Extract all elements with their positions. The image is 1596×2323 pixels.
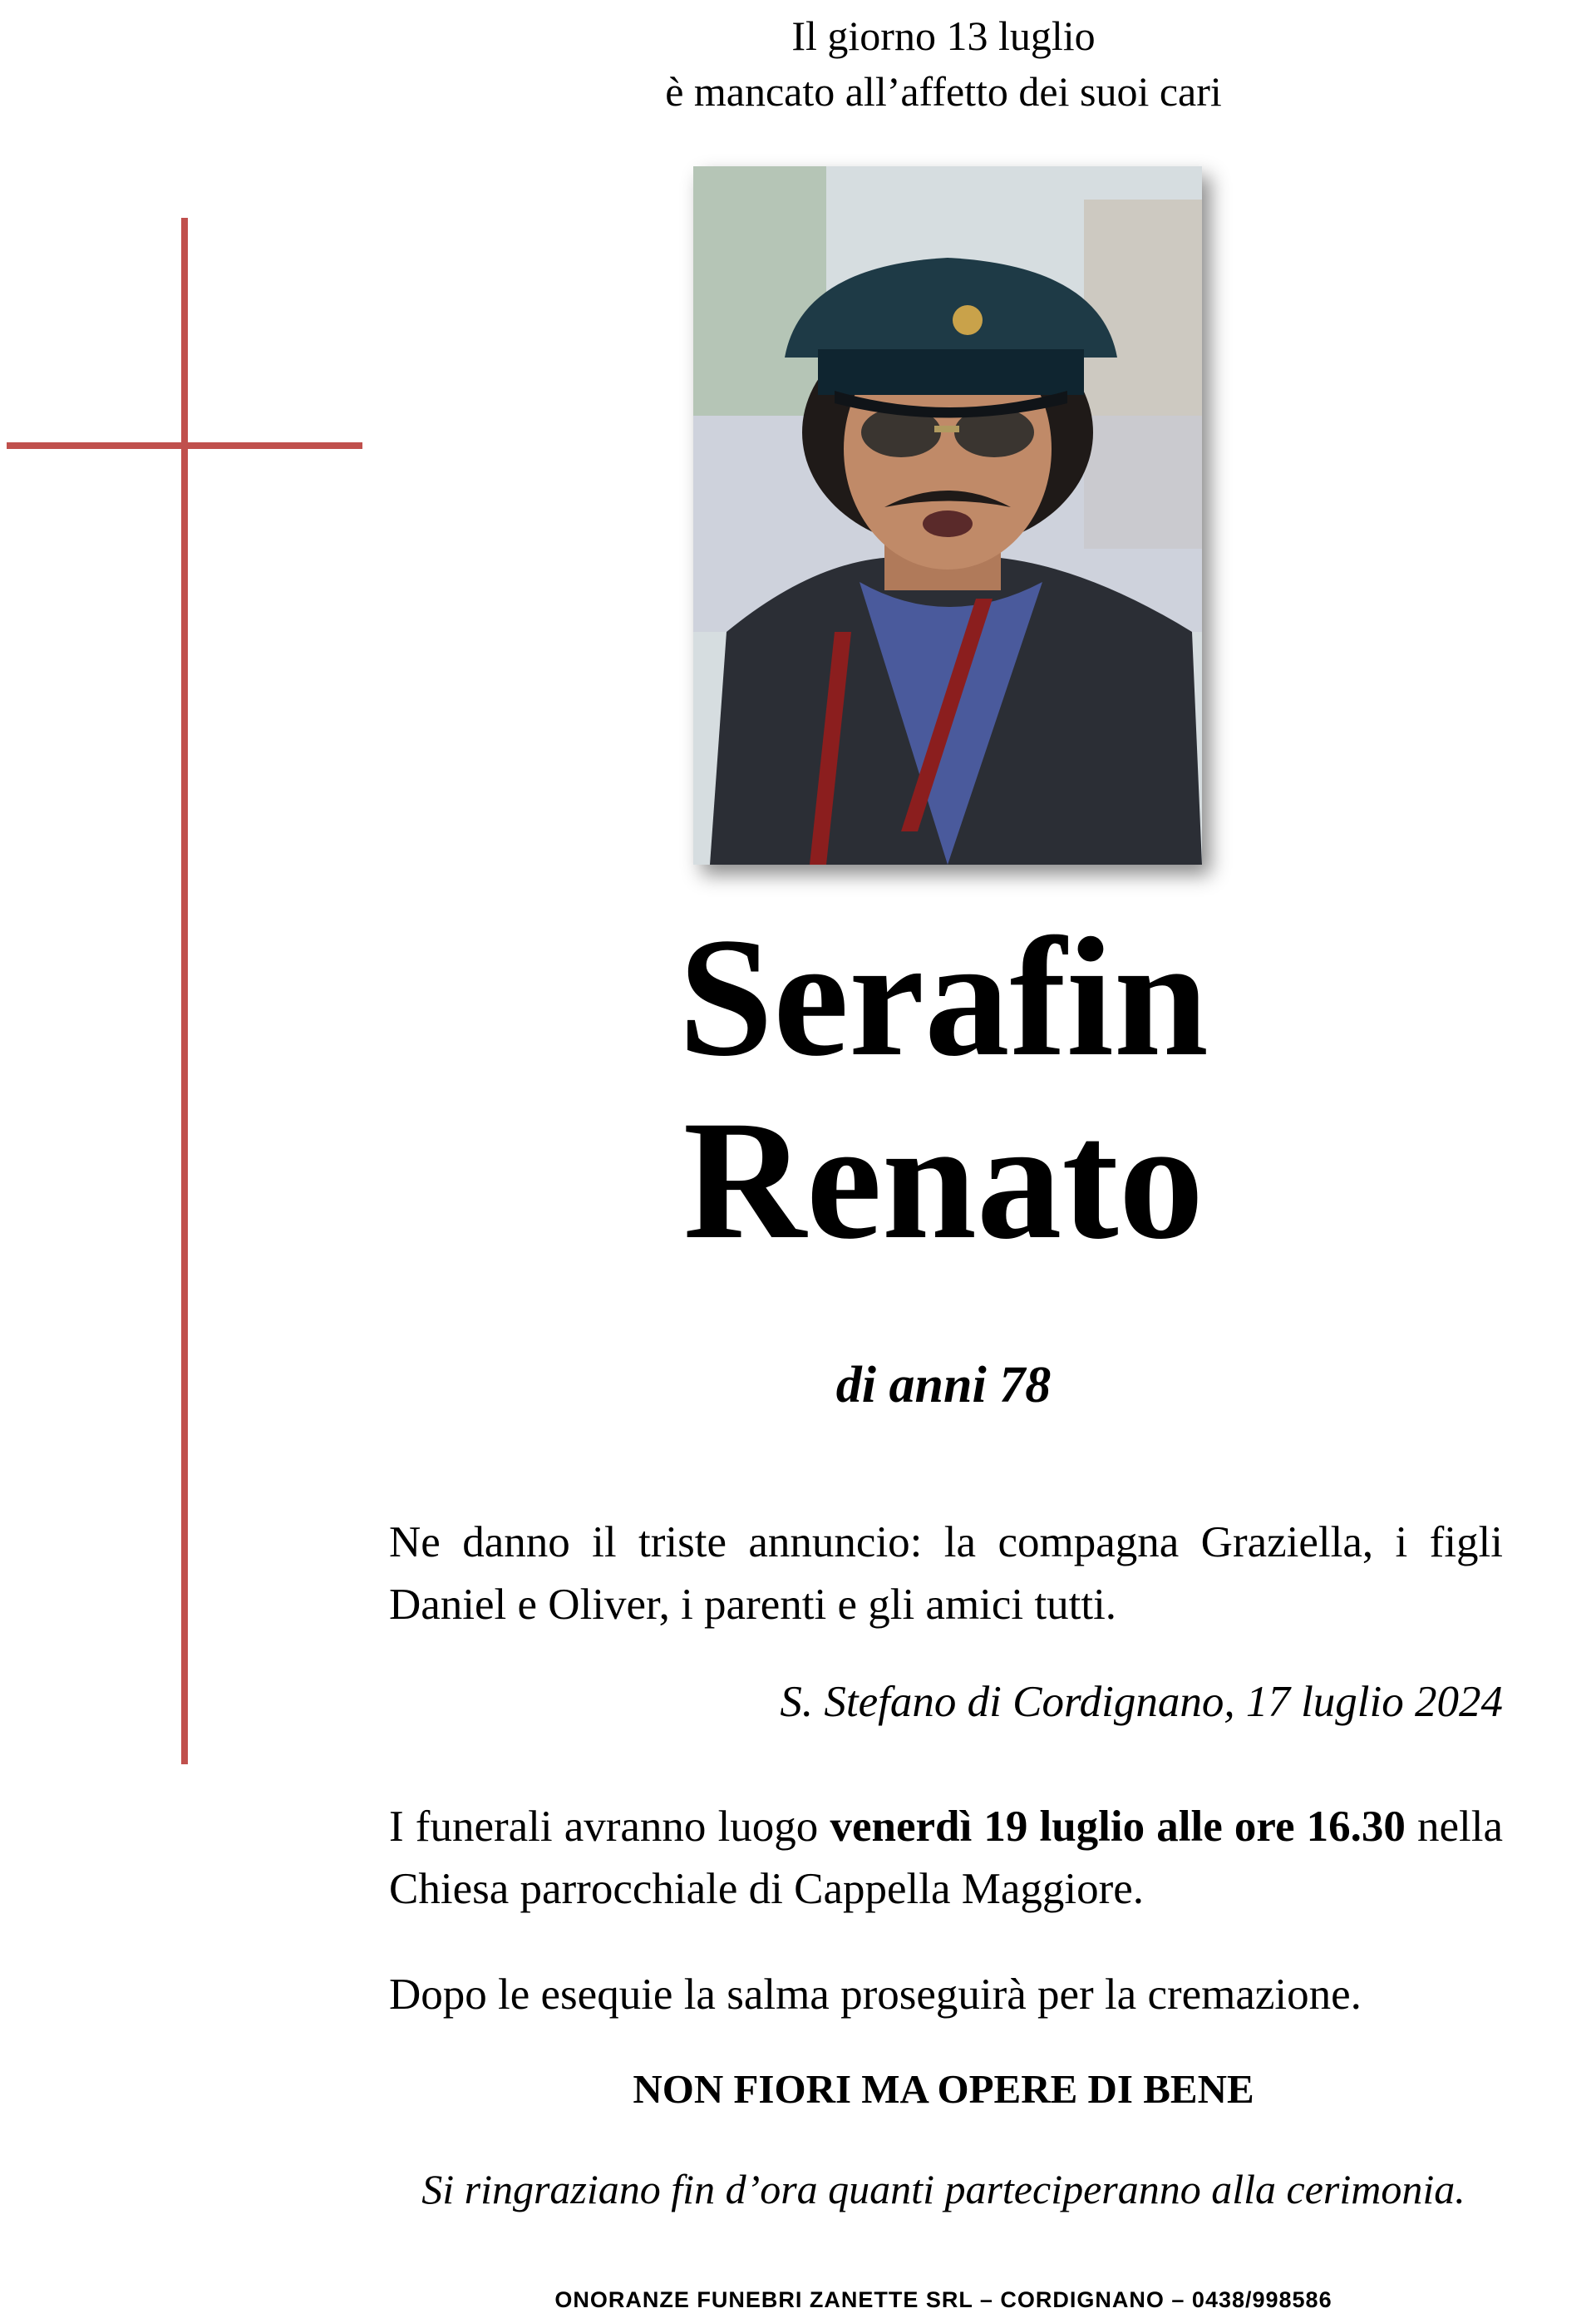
cross-horizontal-bar bbox=[7, 442, 362, 449]
intro-text bbox=[532, 8, 1355, 120]
deceased-surname: Serafin bbox=[678, 903, 1209, 1092]
flowers-notice: NON FIORI MA OPERE DI BENE bbox=[633, 2066, 1254, 2112]
cross-vertical-bar bbox=[181, 218, 188, 1764]
funeral-location: nella Chiesa parrocchiale di Cappella Maggiore. bbox=[389, 1803, 1503, 1913]
intro-line-date: Il giorno 13 luglio bbox=[791, 12, 1096, 59]
deceased-age: di anni 78 bbox=[835, 1357, 1052, 1413]
place-and-date: S. Stefano di Cordignano, 17 luglio 2024 bbox=[780, 1678, 1503, 1726]
intro-line-passing: è mancato all’affetto dei suoi cari bbox=[665, 68, 1222, 115]
announcement-text: Ne danno il triste annuncio: la compagna Graziella, i figli Daniel e Oliver, i parenti e gli amici tutti. bbox=[389, 1518, 1503, 1629]
thanks-text: Si ringraziano fin d’ora quanti parteciperanno alla cerimonia. bbox=[421, 2166, 1465, 2212]
funeral-prefix: I funerali avranno luogo bbox=[389, 1803, 830, 1851]
deceased-first-name: Renato bbox=[682, 1086, 1204, 1275]
portrait-photo bbox=[693, 166, 1202, 865]
funeral-datetime: venerdì 19 luglio alle ore 16.30 bbox=[830, 1803, 1406, 1851]
funeral-details bbox=[389, 1796, 1503, 1921]
cremation-notice: Dopo le esequie la salma proseguirà per la cremazione. bbox=[389, 1970, 1362, 2019]
funeral-home-footer: ONORANZE FUNEBRI ZANETTE SRL – CORDIGNANO – 0438/998586 bbox=[554, 2287, 1332, 2312]
